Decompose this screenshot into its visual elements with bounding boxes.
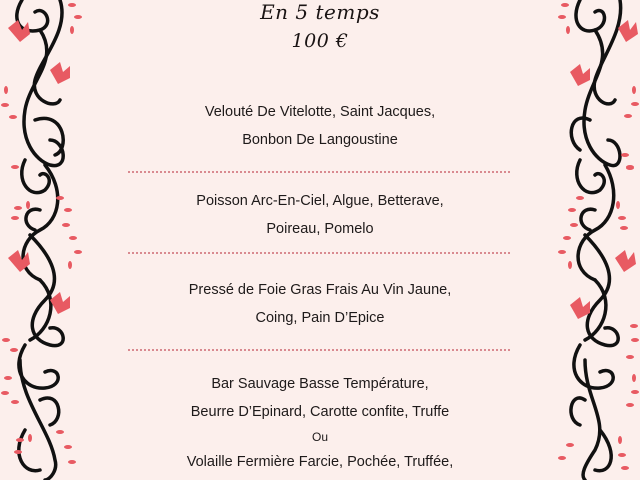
course-line: Pressé de Foie Gras Frais Au Vin Jaune, [188,282,452,298]
course-line: Poireau, Pomelo [266,221,374,237]
menu-price: 100 € [291,30,349,52]
course-2 [0,187,640,243]
dotted-separator [128,171,510,173]
course-or-label: Ou [311,430,328,444]
course-3 [0,276,640,332]
course-4 [0,370,640,476]
dotted-separator [128,252,510,254]
course-1 [0,98,640,154]
course-line: Bonbon De Langoustine [242,132,398,148]
course-line: Volaille Fermière Farcie, Pochée, Truffée, [186,454,454,470]
course-line: Beurre D’Epinard, Carotte confite, Truffe [190,404,450,420]
course-line: Coing, Pain D’Epice [255,310,385,326]
menu-heading: En 5 temps [260,0,380,24]
course-line: Poisson Arc-En-Ciel, Algue, Betterave, [196,193,444,209]
dotted-separator [128,349,510,351]
course-line: Bar Sauvage Basse Température, [211,376,429,392]
course-line: Velouté De Vitelotte, Saint Jacques, [204,104,436,120]
